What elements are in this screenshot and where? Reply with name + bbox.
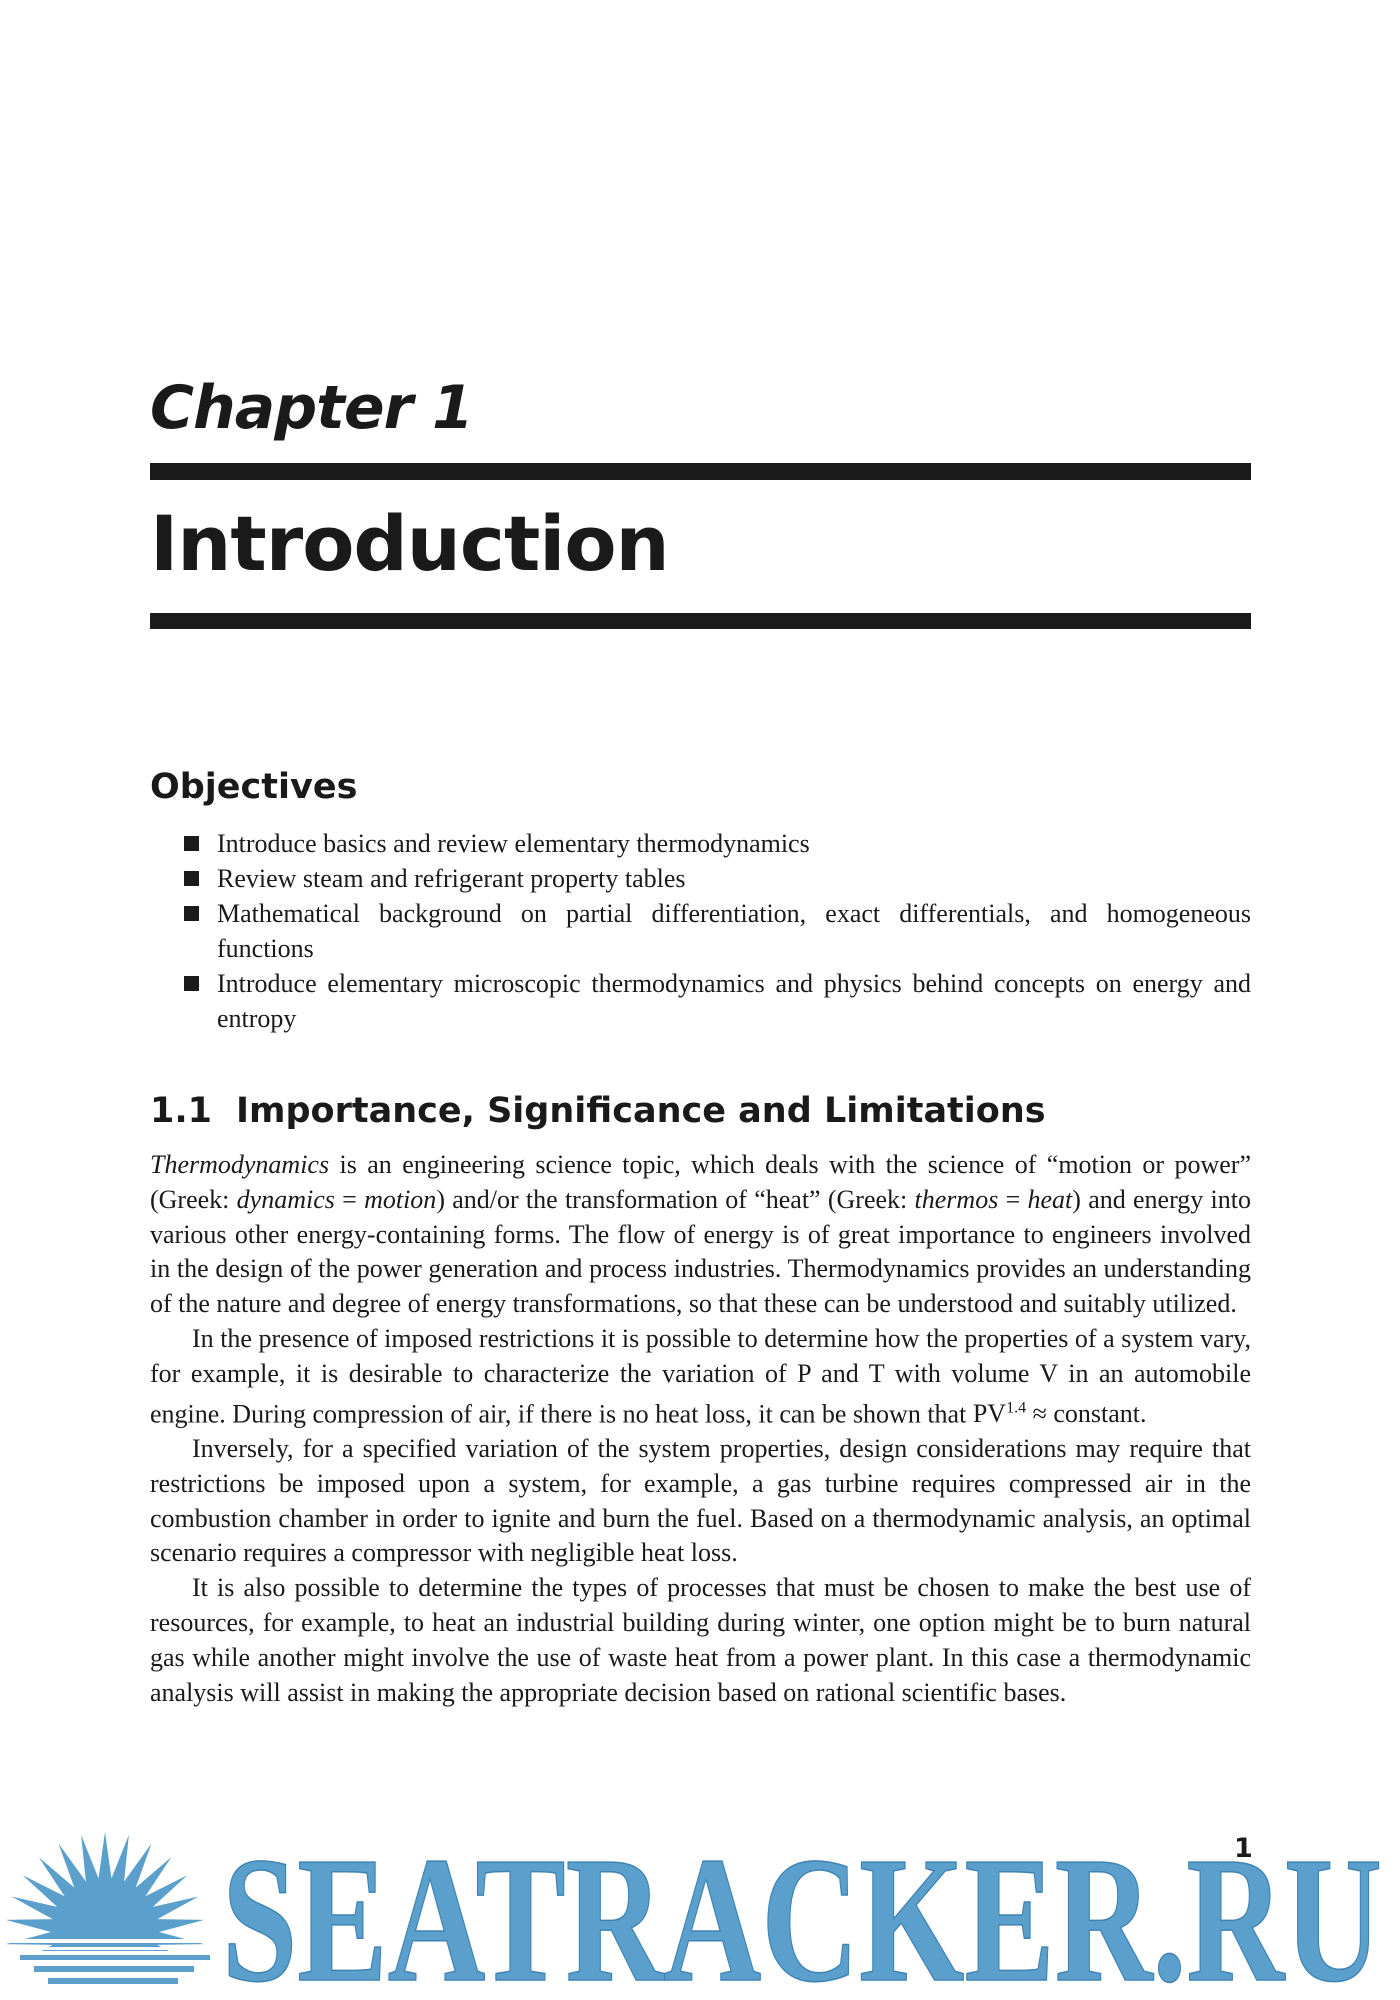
objective-text: Mathematical background on partial differentiation, exact differentials, and homogeneous functions	[217, 899, 1251, 963]
square-bullet-icon	[184, 976, 199, 991]
objective-item	[150, 826, 1251, 861]
paragraph-1: Thermodynamics is an engineering science topic, which deals with the science of “motion or power” (Greek: dynamics = motion) and/or the transformation of “heat” (Greek: thermos = heat) and energy into various other energy-containing forms. The flow of energy is of great importance to engineers involved in the design of the power generation and process industries. Thermodynamics provides an understanding of the nature and degree of energy transformations, so that these can be understood and suitably utilized.	[150, 1150, 1251, 1319]
chapter-label: Chapter 1	[150, 373, 473, 443]
section-body	[150, 1148, 1251, 1710]
objective-item	[150, 861, 1251, 896]
greek-term: thermos	[914, 1184, 999, 1214]
chapter-rule-bottom	[150, 613, 1251, 629]
term-thermodynamics: Thermodynamics	[150, 1150, 330, 1179]
formula: $PV^{1.4}$ ≈ constant.	[972, 1399, 1147, 1429]
sun-logo-icon	[0, 1832, 230, 2000]
paragraph-4: It is also possible to determine the types of processes that must be chosen to make the best use of resources, for example, to heat an industrial building during winter, one option might be to burn natural gas while another might involve the use of waste heat from a power plant. In this case a thermodynamic analysis will assist in making the appropriate decision based on rational scientific bases.	[150, 1573, 1251, 1707]
objective-item	[150, 896, 1251, 966]
greek-meaning: heat	[1027, 1184, 1073, 1214]
greek-term: dynamics	[236, 1184, 335, 1214]
square-bullet-icon	[184, 906, 199, 921]
square-bullet-icon	[184, 871, 199, 886]
section-heading	[150, 1088, 1046, 1134]
paragraph-2: In the presence of imposed restrictions it is possible to determine how the properties of a system vary, for example, it is desirable to characterize the variation of P and T with volume V in an automobile engine. During compression of air, if there is no heat loss, it can be shown that $PV^{1.4}$ ≈ constant.	[150, 1323, 1251, 1429]
paragraph-3: Inversely, for a specified variation of the system properties, design considerations may require that restrictions be imposed upon a system, for example, a gas turbine requires compressed air in the combustion chamber in order to ignite and burn the fuel. Based on a thermodynamic analysis, an optimal scenario requires a compressor with negligible heat loss.	[150, 1434, 1251, 1568]
watermark-text: SEATRACKER.RU	[222, 1820, 1382, 2000]
objective-item	[150, 966, 1251, 1036]
square-bullet-icon	[184, 836, 199, 851]
page-number: 1	[1234, 1833, 1253, 1864]
section-number: 1.1	[150, 1091, 213, 1131]
watermark	[0, 1790, 1400, 2000]
chapter-title: Introduction	[150, 499, 669, 588]
objectives-list	[150, 826, 1251, 1036]
objective-text: Introduce elementary microscopic thermodynamics and physics behind concepts on energy and entropy	[217, 969, 1251, 1033]
objective-text: Review steam and refrigerant property tables	[217, 864, 686, 893]
objective-text: Introduce basics and review elementary thermodynamics	[217, 829, 810, 858]
objectives-heading: Objectives	[150, 767, 358, 807]
greek-meaning: motion	[364, 1184, 437, 1214]
section-title: Importance, Significance and Limitations	[236, 1091, 1046, 1131]
chapter-rule-top	[150, 463, 1251, 480]
